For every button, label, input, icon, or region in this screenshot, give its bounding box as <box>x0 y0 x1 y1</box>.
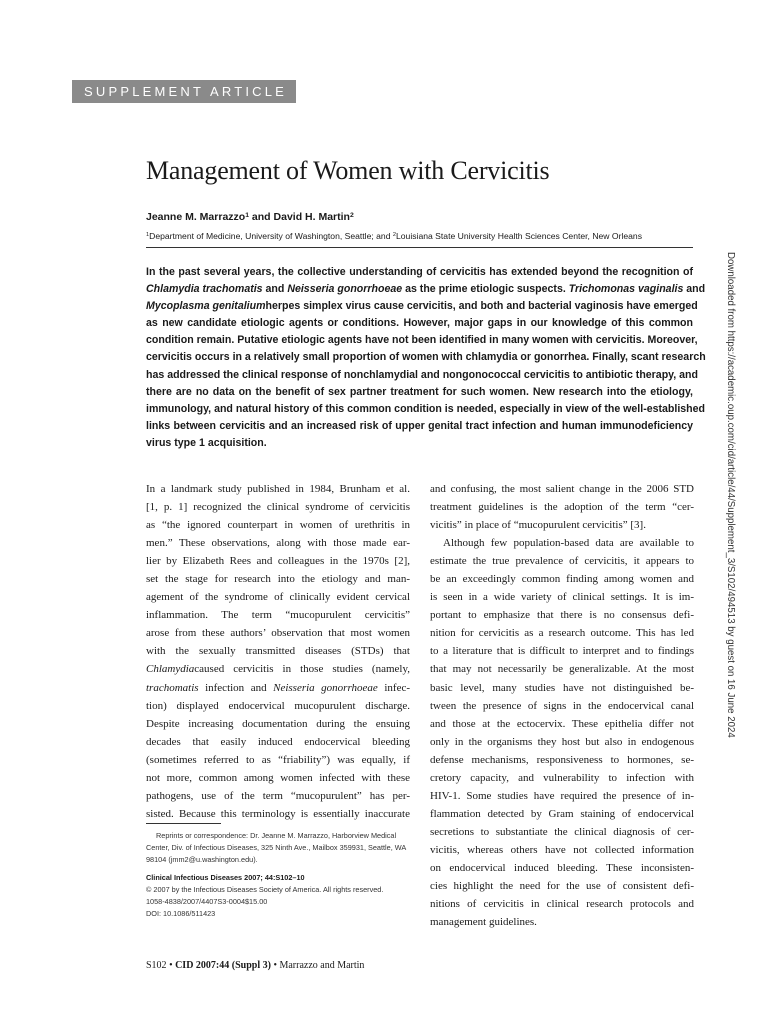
italic-term: Trichomonas vaginalis <box>568 283 684 296</box>
text-run: with the sexually transmitted diseases (STDs) that <box>146 645 410 658</box>
body-line <box>430 913 694 931</box>
text-run: not more, common among women infected with these <box>146 771 410 784</box>
affiliation-marker: 1 <box>245 212 249 219</box>
footnote-divider <box>146 823 221 824</box>
body-line <box>430 805 694 823</box>
text-run: sisted. Because this terminology is essentially inaccurate <box>146 807 410 820</box>
text-run: and <box>262 283 288 296</box>
body-line <box>430 534 694 552</box>
text-run: flammation detected by Gram staining of endocervical <box>430 807 694 820</box>
body-line <box>430 570 694 588</box>
text-run: be an exceedingly common finding among women and <box>430 573 694 586</box>
issn-line: 1058-4838/2007/4407S3-0004$15.00 <box>146 897 268 906</box>
text-run: management guidelines. <box>430 916 537 929</box>
text-run: as “the ignored counterpart in women of urethritis in <box>146 519 410 532</box>
italic-term: Chlamydia <box>146 663 195 676</box>
doi-line[interactable]: DOI: 10.1086/511423 <box>146 909 216 918</box>
text-run: links between cervicitis and an increased risk of upper genital tract infection and human immunodeficiency <box>146 419 693 432</box>
abstract-line <box>146 264 693 281</box>
body-line <box>430 660 694 678</box>
text-run: cies highlight the need for the use of consistent defi- <box>430 880 694 893</box>
text-run: Despite increasing documentation during the ensuing <box>146 717 410 730</box>
author-list <box>146 210 354 224</box>
body-line <box>430 859 694 877</box>
text-run: infection and <box>198 681 274 694</box>
body-line <box>430 733 694 751</box>
affiliation-marker: 2 <box>349 212 354 219</box>
text-run: vicitis” in place of “mucopurulent cervicitis” [3]. <box>430 519 646 532</box>
body-line <box>430 642 694 660</box>
italic-term: trachomatis <box>146 681 199 694</box>
text-run: pathogens, use of the term “mucopurulent” has per- <box>146 789 410 802</box>
text-run: has addressed the clinical response of nonchlamydial and nongonococcal cervicitis to antibiotic therapy, and <box>146 368 698 381</box>
download-watermark: Downloaded from https://academic.oup.com/cid/article/44/Supplement_3/S102/494513 by guest on 16 June 2024 <box>725 252 736 738</box>
body-line <box>146 570 410 588</box>
body-line <box>146 588 410 606</box>
body-line <box>430 624 694 642</box>
author-separator: and <box>249 211 274 223</box>
text-run: that may not necessarily be generalizable. At the most <box>430 663 694 676</box>
italic-term: Chlamydia trachomatis <box>146 283 263 296</box>
body-line <box>146 606 410 624</box>
abstract-line <box>146 298 698 315</box>
text-run: caused cervicitis in those studies (namely, <box>194 663 410 676</box>
author-name[interactable]: David H. Martin <box>273 211 350 223</box>
text-run: lier by Elizabeth Rees and colleagues in the 1970s [2], <box>146 555 410 568</box>
body-line <box>146 787 410 805</box>
abstract-line <box>146 401 706 418</box>
body-line <box>430 823 694 841</box>
footer-separator: • <box>166 960 176 971</box>
text-run: secretions to substantiate the clinical diagnosis of cer- <box>430 825 694 838</box>
text-run: virus type 1 acquisition. <box>146 436 267 449</box>
body-line <box>430 841 694 859</box>
body-line <box>146 805 410 823</box>
body-line <box>146 516 410 534</box>
text-run: as the prime etiologic suspects. <box>402 283 569 296</box>
italic-term: Mycoplasma genitalium <box>146 300 266 313</box>
text-run: treatment guidelines is the adoption of the term “cer- <box>430 501 694 514</box>
footer-separator: • <box>270 960 280 971</box>
body-column-left <box>146 480 410 823</box>
text-run: men.” These observations, along with those made ear- <box>146 537 410 550</box>
text-run: HIV-1. Some studies have required the presence of in- <box>430 789 694 802</box>
text-run: defense mechanisms, responsiveness to hormones, se- <box>430 753 694 766</box>
header-divider <box>146 247 693 248</box>
text-run: arose from these authors’ observation that most women <box>146 627 410 640</box>
body-column-right <box>430 480 694 931</box>
affiliations <box>146 230 642 242</box>
abstract-line <box>146 384 693 401</box>
body-line <box>146 733 410 751</box>
body-line <box>430 895 694 913</box>
text-run: [1, p. 1] recognized the clinical syndrome of cervicitis <box>146 501 410 514</box>
text-run: herpes simplex virus cause cervicitis, and both <box>265 300 507 313</box>
body-line <box>430 715 694 733</box>
body-line <box>146 624 410 642</box>
body-line <box>146 552 410 570</box>
abstract <box>146 264 706 452</box>
body-line <box>430 552 694 570</box>
body-line <box>430 606 694 624</box>
footnote-line: Reprints or correspondence: Dr. Jeanne M. Marrazzo, Harborview Medical <box>156 831 397 840</box>
text-run: cretory capacity, and vulnerability to infection with <box>430 771 694 784</box>
body-line <box>146 498 410 516</box>
body-line <box>430 480 694 498</box>
abstract-line <box>146 435 693 452</box>
text-run: condition remain. Putative etiologic agents have not been identified in many women with cervicitis. Moreover, <box>146 334 698 347</box>
body-line <box>430 516 694 534</box>
text-run: and bacterial vaginosis have emerged <box>506 300 698 313</box>
text-run: to a literature that is difficult to interpret and to findings <box>430 645 694 658</box>
text-run: (sometimes referred to as “friability”) was equally, if <box>146 753 410 766</box>
correspondence-footnote <box>146 830 414 920</box>
text-run: set the stage for research into the etiology and man- <box>146 573 410 586</box>
footnote-line: 98104 (jmm2@u.washington.edu). <box>146 855 258 864</box>
abstract-line <box>146 418 693 435</box>
abstract-line <box>146 332 698 349</box>
journal-citation: Clinical Infectious Diseases 2007; 44:S102–10 <box>146 873 305 882</box>
affiliation-text: Department of Medicine, University of Washington, Seattle; and <box>149 231 393 241</box>
body-line <box>430 787 694 805</box>
text-run: and confusing, the most salient change in the 2006 STD <box>430 483 694 495</box>
text-run: basic level, many studies have not distinguished be- <box>430 681 694 694</box>
body-line <box>146 679 410 697</box>
affiliation-marker: 1 <box>146 232 150 238</box>
italic-term: Neisseria gonorrhoeae <box>273 681 378 694</box>
text-run: cervicitis occurs in a relatively small proportion of women with chlamydia or gonorrhea. Finally, scant research <box>146 351 706 364</box>
text-run: agement of the syndrome of clinically evident cervical <box>146 591 410 604</box>
body-line <box>146 534 410 552</box>
text-run: tween the presence of signs in the endocervical canal <box>430 699 694 712</box>
article-title: Management of Women with Cervicitis <box>146 156 550 185</box>
body-line <box>430 588 694 606</box>
text-run: and those at the ectocervix. These epithelia differ not <box>430 717 694 730</box>
text-run: there are no data on the benefit of sex partner treatment for such women. New research into the etiology, <box>146 385 693 398</box>
abstract-line <box>146 315 693 332</box>
text-run: decades that easily induced endocervical bleeding <box>146 735 410 748</box>
text-run: Although few population-based data are available to <box>443 537 694 550</box>
text-run: as new candidate etiologic agents or conditions. However, major gaps in our knowledge of this common <box>146 317 693 330</box>
text-run: nitions of cervicitis in clinical research protocols and <box>430 898 694 911</box>
body-line <box>146 751 410 769</box>
body-line <box>146 715 410 733</box>
page-number: S102 <box>146 960 167 971</box>
body-line <box>430 769 694 787</box>
body-line <box>430 751 694 769</box>
affiliation-text: Louisiana State University Health Sciences Center, New Orleans <box>396 231 642 241</box>
body-line <box>146 642 410 660</box>
body-line <box>146 769 410 787</box>
abstract-line <box>146 281 706 298</box>
text-run: on endocervical induced bleeding. These inconsisten- <box>430 861 694 874</box>
body-line <box>146 480 410 498</box>
affiliation-marker: 2 <box>392 232 396 238</box>
text-run: tion) displayed endocervical mucopurulent discharge. <box>146 699 410 712</box>
text-run: and <box>683 283 706 296</box>
text-run: is seen in a wide variety of clinical settings. It is im- <box>430 591 694 604</box>
abstract-line <box>146 367 698 384</box>
text-run: nition for cervicitis as a research outcome. This has led <box>430 627 694 640</box>
body-line <box>146 697 410 715</box>
copyright-line: © 2007 by the Infectious Diseases Society of America. All rights reserved. <box>146 885 384 894</box>
text-run: immunology, and natural history of this common condition is needed, especially in view of the well-established <box>146 402 706 415</box>
text-run: inflammation. The term “mucopurulent cervicitis” <box>146 609 410 622</box>
text-run: only in the organisms they host but also in endogenous <box>430 735 694 748</box>
body-line <box>430 697 694 715</box>
body-line <box>146 660 410 678</box>
body-line <box>430 498 694 516</box>
text-run: In a landmark study published in 1984, Brunham et al. <box>146 483 410 495</box>
abstract-line <box>146 349 706 366</box>
article-type-banner: SUPPLEMENT ARTICLE <box>72 80 296 103</box>
footnote-line: Center, Div. of Infectious Diseases, 325 Ninth Ave., Mailbox 359931, Seattle, WA <box>146 843 407 852</box>
body-line <box>430 679 694 697</box>
text-run: portant to emphasize that there is no consensus defi- <box>430 609 694 622</box>
page-footer <box>146 960 364 971</box>
text-run: estimate the true prevalence of cervicitis, it appears to <box>430 555 694 568</box>
text-run: In the past several years, the collective understanding of cervicitis has extended beyond the recognition of <box>146 266 693 278</box>
footer-authors: Marrazzo and Martin <box>279 960 365 971</box>
italic-term: Neisseria gonorrhoeae <box>287 283 403 296</box>
author-name[interactable]: Jeanne M. Marrazzo <box>146 211 246 223</box>
text-run: infec- <box>377 681 410 694</box>
body-line <box>430 877 694 895</box>
text-run: vicitis, whereas others have not collected information <box>430 843 694 856</box>
journal-issue: CID 2007:44 (Suppl 3) <box>175 960 271 971</box>
